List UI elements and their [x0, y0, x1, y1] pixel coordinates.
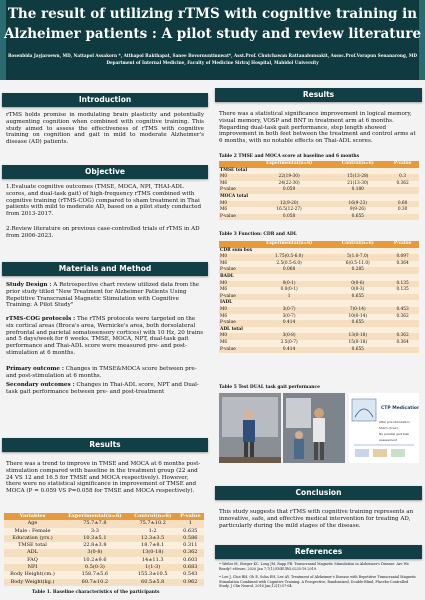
table-row: [4, 579, 204, 586]
table-group-row: [219, 248, 419, 255]
table-row: [219, 214, 419, 221]
table-row: [219, 207, 419, 214]
diagram-line-3: No parallel gait task: [379, 432, 410, 436]
primary-outcome-label: Primary outcome :: [6, 366, 64, 372]
table-cell: 0.655: [329, 320, 386, 327]
table1-header-cell: Experimental(n=6): [61, 513, 129, 520]
table-cell: 12(9-20): [249, 201, 330, 208]
table-cell: 0.60: [386, 201, 419, 208]
table-cell: FAQ: [4, 557, 61, 564]
table-cell: 0.30: [386, 207, 419, 214]
table-row: [219, 320, 419, 327]
table-cell: 21(13-30): [329, 181, 386, 188]
patient-body-1: [243, 420, 255, 442]
table-cell: 0.285: [329, 267, 386, 274]
table2-header-cell: Experimental(n=6): [249, 161, 330, 168]
assistant-head: [295, 431, 303, 439]
table-cell: 0.683: [177, 564, 204, 571]
table-cell: 0.655: [329, 294, 386, 301]
study-design-label: Study Design :: [6, 282, 52, 288]
objective-item-2: 2.Review literature on previous case-controlled trials of rTMS in AD from 2006-2023.: [6, 226, 200, 239]
table-row: [219, 314, 419, 321]
table-cell: 0.414: [249, 347, 330, 354]
table-cell: 3(0-7): [249, 307, 330, 314]
conclusion-heading: Conclusion: [215, 486, 422, 500]
tmse-moca-table: [219, 161, 419, 220]
table3-header-cell: [219, 241, 249, 248]
table-cell: 0.655: [329, 347, 386, 354]
table-cell: Body Height(cm.): [4, 571, 61, 578]
table-group-row: [219, 327, 419, 334]
table-cell: 0.364: [386, 340, 419, 347]
reference-1: • Weiler M, Stieger KC, Long JM, Rapp PR. Transcranial Magnetic Stimulation in Alzheimer's Disease: Are We Ready? eNeuro. 2020 Jan 7;7(1):ENEURO.0235-19.2019.: [219, 562, 409, 571]
poster-title-line-1: The result of utilizing rTMS with cognitive training in: [7, 6, 418, 22]
diagram-line-1: After pre-stimulation: [379, 420, 410, 424]
table3-header-cell: Experimental(n=6): [249, 241, 330, 248]
poster-title-line-2: Alzheimer patients : A pilot study and review literature: [3, 26, 422, 42]
function-cdr-adl-table: [219, 241, 419, 353]
table-cell: 14±11.3: [129, 557, 177, 564]
conclusion-text: This study suggests that rTMS with cognitive training represents an innovative, safe, and effective medical intervention for treating AD, particularly during the mild stages of the disease.: [219, 509, 414, 529]
table-cell: M0: [219, 281, 249, 288]
table-cell: 6(0.5-11.0): [329, 261, 386, 268]
table-cell: 75.7±7.8: [61, 520, 129, 527]
table-cell: 18.7±8.1: [129, 542, 177, 549]
table3-header-row: [219, 241, 419, 248]
table-cell: 13(0-18): [129, 549, 177, 556]
table-cell: M0: [219, 174, 249, 181]
table-row: [4, 557, 204, 564]
results-left-heading: Results: [2, 438, 208, 452]
table2-header-cell: Control(n=6): [329, 161, 386, 168]
table-cell: 0.635: [177, 528, 204, 535]
table5-caption: Table 5 Test DUAL task gait performance: [219, 385, 320, 390]
table-cell: P-value: [219, 267, 249, 274]
table-cell: 0.135: [386, 281, 419, 288]
table-cell: 16(9-23): [329, 201, 386, 208]
table-row: [4, 535, 204, 542]
table-cell: [386, 294, 419, 301]
table-group-label: IADL: [219, 300, 419, 307]
table-cell: 0.180: [329, 187, 386, 194]
table-cell: 0.311: [177, 542, 204, 549]
table-row: [219, 333, 419, 340]
introduction-text: rTMS holds promise in modulating brain plasticity and potentially augmenting cognition when combined with cognitive training. This study aimed to assess the effectiveness of rTMS with cognitive training on cognition and gait in mild to moderate Alzheimer's disease (AD) patients.: [6, 112, 204, 146]
table-cell: Education (yrs.): [4, 535, 61, 542]
table-cell: TMSE total: [4, 542, 61, 549]
table-row: [4, 549, 204, 556]
table1-header-cell: Variables: [4, 513, 61, 520]
table-cell: 0(0-3): [329, 287, 386, 294]
table-cell: [386, 187, 419, 194]
table-row: [219, 287, 419, 294]
results-left-text: There was a trend to improve in TMSE and MOCA at 6 months post-stimulation compared with baseline in the treatment group (22 and 24 VS 12 and 16.5 for TMSE and MOCA respectively). However, there were no statistical significance in improvement of TMSE and MOCA (P = 0.059 VS P=0.058 for TMSE and MOCA respectively).: [6, 461, 201, 495]
table-cell: 155.3±10.5: [129, 571, 177, 578]
table-cell: M6: [219, 181, 249, 188]
table-row: [219, 307, 419, 314]
table-cell: 0.362: [177, 549, 204, 556]
table-cell: 0.364: [386, 261, 419, 268]
table-cell: 1: [177, 520, 204, 527]
table-cell: Age: [4, 520, 61, 527]
table3-header-cell: Control(n=6): [329, 241, 386, 248]
table-row: [4, 542, 204, 549]
table-cell: M6: [219, 287, 249, 294]
references-heading: References: [215, 545, 422, 559]
table-group-label: BADL: [219, 274, 419, 281]
assistant-body: [294, 439, 304, 459]
table-cell: NPI: [4, 564, 61, 571]
table3-caption: Table 3 Function: CDR and ADL: [219, 232, 297, 237]
table-cell: 1:2: [129, 528, 177, 535]
table-cell: 0.414: [249, 320, 330, 327]
table-cell: 0.362: [386, 181, 419, 188]
diagram-block-2: [373, 449, 387, 457]
methods-study-design: [6, 282, 204, 309]
table-group-label: MOCA total: [219, 194, 419, 201]
table-cell: [386, 347, 419, 354]
diagram-block-3: [391, 449, 405, 457]
table-group-row: [219, 300, 419, 307]
table3-header-cell: P-value: [386, 241, 419, 248]
table-cell: 0(0-6): [329, 281, 386, 288]
table-cell: M6: [219, 340, 249, 347]
baseline-characteristics-table: [4, 513, 204, 586]
table-cell: 7(0-14): [329, 307, 386, 314]
table-cell: [386, 214, 419, 221]
results-right-text: There was a statistical significance improvement in logical memory, visual memory, VOSP and BNT in treatment arm at 6 months. Regarding dual-task gait performance, step length showed improvement in both feet between the treatment and control arms at 6 months, with no notable effects on Thai-ADL scores.: [219, 111, 416, 145]
table-cell: 22(19-30): [249, 174, 330, 181]
table-cell: 10.3±5.1: [61, 535, 129, 542]
protocols-text: The rTMS protocols were targeted on the six cortical areas (Broca's area, Wernicke's area, both dorsolateral prefrontal and parietal somatosensory cortices) with 10 Hz, 20 trains and 5 days/week for 6 weeks. TMSE, MOCA, NPT, dual-task gait performance and Thai-ADL score were measured pre- and post-stimulation at 6 months.: [6, 316, 204, 356]
table-cell: 0.059: [249, 187, 330, 194]
table-cell: Body Weight(kg.): [4, 579, 61, 586]
table-row: [219, 281, 419, 288]
table1-header-row: [4, 513, 204, 520]
methods-protocols: [6, 316, 204, 357]
table-cell: M6: [219, 261, 249, 268]
table-group-label: ADL total: [219, 327, 419, 334]
table-cell: 0.362: [386, 333, 419, 340]
table2-header-row: [219, 161, 419, 168]
table-cell: 3.5(0-7): [249, 340, 330, 347]
table-row: [219, 201, 419, 208]
table-cell: [386, 267, 419, 274]
table-row: [219, 187, 419, 194]
table-cell: 16.5(12-27): [249, 207, 330, 214]
diagram-line-4: Assessment: [379, 438, 397, 442]
table-cell: P-value: [219, 187, 249, 194]
table-cell: 75.7±10.2: [129, 520, 177, 527]
gait-diagram-box: [352, 399, 376, 421]
table-cell: 0.135: [386, 287, 419, 294]
table1-caption: Table 1. Baseline characteristics of the participants: [32, 590, 160, 595]
table-group-row: [219, 194, 419, 201]
table-cell: 9(9-26): [329, 207, 386, 214]
reference-2: • Lee J, Choi BH, Oh E, Sohn EH, Lee AY. Treatment of Alzheimer's Disease with Repetitive Transcranial Magnetic Stimulation Combined with Cognitive Training: A Prospective, Randomized, Double-Blind, Placebo-Controlled Study. J Clin Neurol. 2016 Jan;12(1):57-64.: [219, 575, 417, 589]
table-cell: 0.068: [249, 267, 330, 274]
table-cell: 0.655: [329, 214, 386, 221]
gait-photo-collage: [219, 393, 419, 463]
poster-header: [0, 0, 425, 80]
authors: Rosenbida Jayjaroewn, MD, Nattapol Assakorn *, Atthapol Rakthapat, Sanee Bovornuntinnwat*, Asst.Prof. Chutchawan Rattanabunsakit, Assoc.Prof.Vorapun Senanarong, MD: [7, 53, 418, 58]
table-cell: 0.058: [249, 214, 330, 221]
gait-photo-figure: [219, 393, 419, 463]
table-row: [219, 347, 419, 354]
table-cell: 10(0-14): [329, 314, 386, 321]
table-cell: M0: [219, 307, 249, 314]
table-cell: 60.7±10.2: [61, 579, 129, 586]
table-cell: 0.586: [177, 535, 204, 542]
table-cell: P-value: [219, 347, 249, 354]
table-cell: 3:3: [61, 528, 129, 535]
table-cell: 1(1-3): [129, 564, 177, 571]
diagram-title: CTP Medication: [381, 406, 419, 411]
table2-header-cell: P-value: [386, 161, 419, 168]
introduction-heading: Introduction: [2, 93, 208, 107]
table-cell: 5(1.0-7.0): [329, 254, 386, 261]
table-row: [219, 174, 419, 181]
table-cell: 0.5(0-3): [61, 564, 129, 571]
objective-heading: Objective: [2, 165, 208, 179]
patient-leg-3: [314, 442, 318, 460]
protocols-label: rTMS-COG protocols :: [6, 316, 76, 322]
table-cell: 15(0-18): [329, 340, 386, 347]
table-cell: 3(0-8): [61, 549, 129, 556]
table-row: [219, 261, 419, 268]
diagram-block-1: [355, 449, 369, 457]
table-group-label: CDR sum box: [219, 248, 419, 255]
methods-secondary-outcomes: [6, 382, 204, 396]
diagram-line-2: Sham (4 wk): [379, 426, 398, 430]
study-design-text: A Retrospective chart review utilized data from the prior study titled "New Treatment for Alzheimer Patients Using Repetitive Transcranial Magnetic Stimulation with Cognitive Training: A Pilot Study": [6, 282, 200, 309]
department: Department of Internal Medicine, Faculty of Medicine Siriraj Hospital, Mahidol University: [106, 60, 319, 65]
patient-leg-4: [320, 442, 324, 460]
table-row: [219, 181, 419, 188]
table-row: [219, 340, 419, 347]
table-row: [4, 571, 204, 578]
table-cell: 12.3±3.5: [129, 535, 177, 542]
table-cell: 15(13-28): [329, 174, 386, 181]
table-cell: 2.5(0.5-6.0): [249, 261, 330, 268]
table-row: [219, 294, 419, 301]
table-cell: P-value: [219, 320, 249, 327]
table-group-row: [219, 274, 419, 281]
primary-outcome-text: Changes in TMSE&MOCA score between pre- and post-stimulation at 6 months.: [6, 366, 197, 379]
table-cell: 0.962: [177, 579, 204, 586]
table-row: [4, 528, 204, 535]
methods-heading: Materials and Method: [2, 262, 208, 276]
table-cell: Male : Female: [4, 528, 61, 535]
table-row: [219, 267, 419, 274]
table1-header-cell: Control(n=6): [129, 513, 177, 520]
table-cell: 1.75(0.5-6.0): [249, 254, 330, 261]
table-cell: P-value: [219, 294, 249, 301]
table-cell: 0.453: [386, 307, 419, 314]
table-cell: 0.362: [386, 314, 419, 321]
table-cell: M6: [219, 207, 249, 214]
methods-primary-outcome: [6, 366, 204, 380]
table-group-label: TMSE total: [219, 168, 419, 175]
objective-item-1: 1.Evaluate cognitive outcomes (TMSE, MOCA, NPI, THAI-ADL scores, and dual-task gait) of high-frequency rTMS combined with cognitive training (rTMS-COG) compared to sham treatment in Thai patients with mild to moderate AD, based on a pilot study conducted from 2013-2017.: [6, 184, 202, 218]
photo-window-2: [286, 398, 311, 428]
table-cell: 13(0-18): [329, 333, 386, 340]
table-cell: 1: [249, 294, 330, 301]
table2-caption: Table 2 TMSE and MOCA score at baseline and 6 months: [219, 154, 360, 159]
table-cell: M6: [219, 314, 249, 321]
table2-header-cell: [219, 161, 249, 168]
secondary-outcomes-label: Secondary outcomes :: [6, 382, 75, 388]
patient-body-2: [313, 418, 325, 442]
table-cell: 3(0-8): [249, 333, 330, 340]
table-cell: 158.7±5.6: [61, 571, 129, 578]
results-right-heading: Results: [215, 88, 422, 102]
table-cell: 60.5±5.8: [129, 579, 177, 586]
table-cell: 22.8±3.8: [61, 542, 129, 549]
table-cell: 0.3: [386, 174, 419, 181]
patient-head-1: [244, 410, 254, 420]
table-cell: P-value: [219, 214, 249, 221]
table-cell: 3(0-7): [249, 314, 330, 321]
table-cell: 0.603: [177, 557, 204, 564]
table-cell: 24(22-30): [249, 181, 330, 188]
table-cell: M0: [219, 333, 249, 340]
table-row: [4, 520, 204, 527]
patient-head-2: [314, 408, 324, 418]
table-cell: ADL: [4, 549, 61, 556]
secondary-outcomes-text: Changes in Thai-ADL score, NPT and Dual-task gait performance between pre- and post-treatment: [6, 382, 199, 395]
table-cell: 0.0(0-1): [249, 287, 330, 294]
table-group-row: [219, 168, 419, 175]
table-cell: 0.543: [177, 571, 204, 578]
table-cell: 0.097: [386, 254, 419, 261]
photo-floor-1: [219, 457, 281, 463]
table1-header-cell: P-value: [177, 513, 204, 520]
table-cell: [386, 320, 419, 327]
table-cell: M0: [219, 201, 249, 208]
table-cell: 10.2±9.6: [61, 557, 129, 564]
table-row: [219, 254, 419, 261]
table-cell: M0: [219, 254, 249, 261]
table-cell: 0(0-1): [249, 281, 330, 288]
